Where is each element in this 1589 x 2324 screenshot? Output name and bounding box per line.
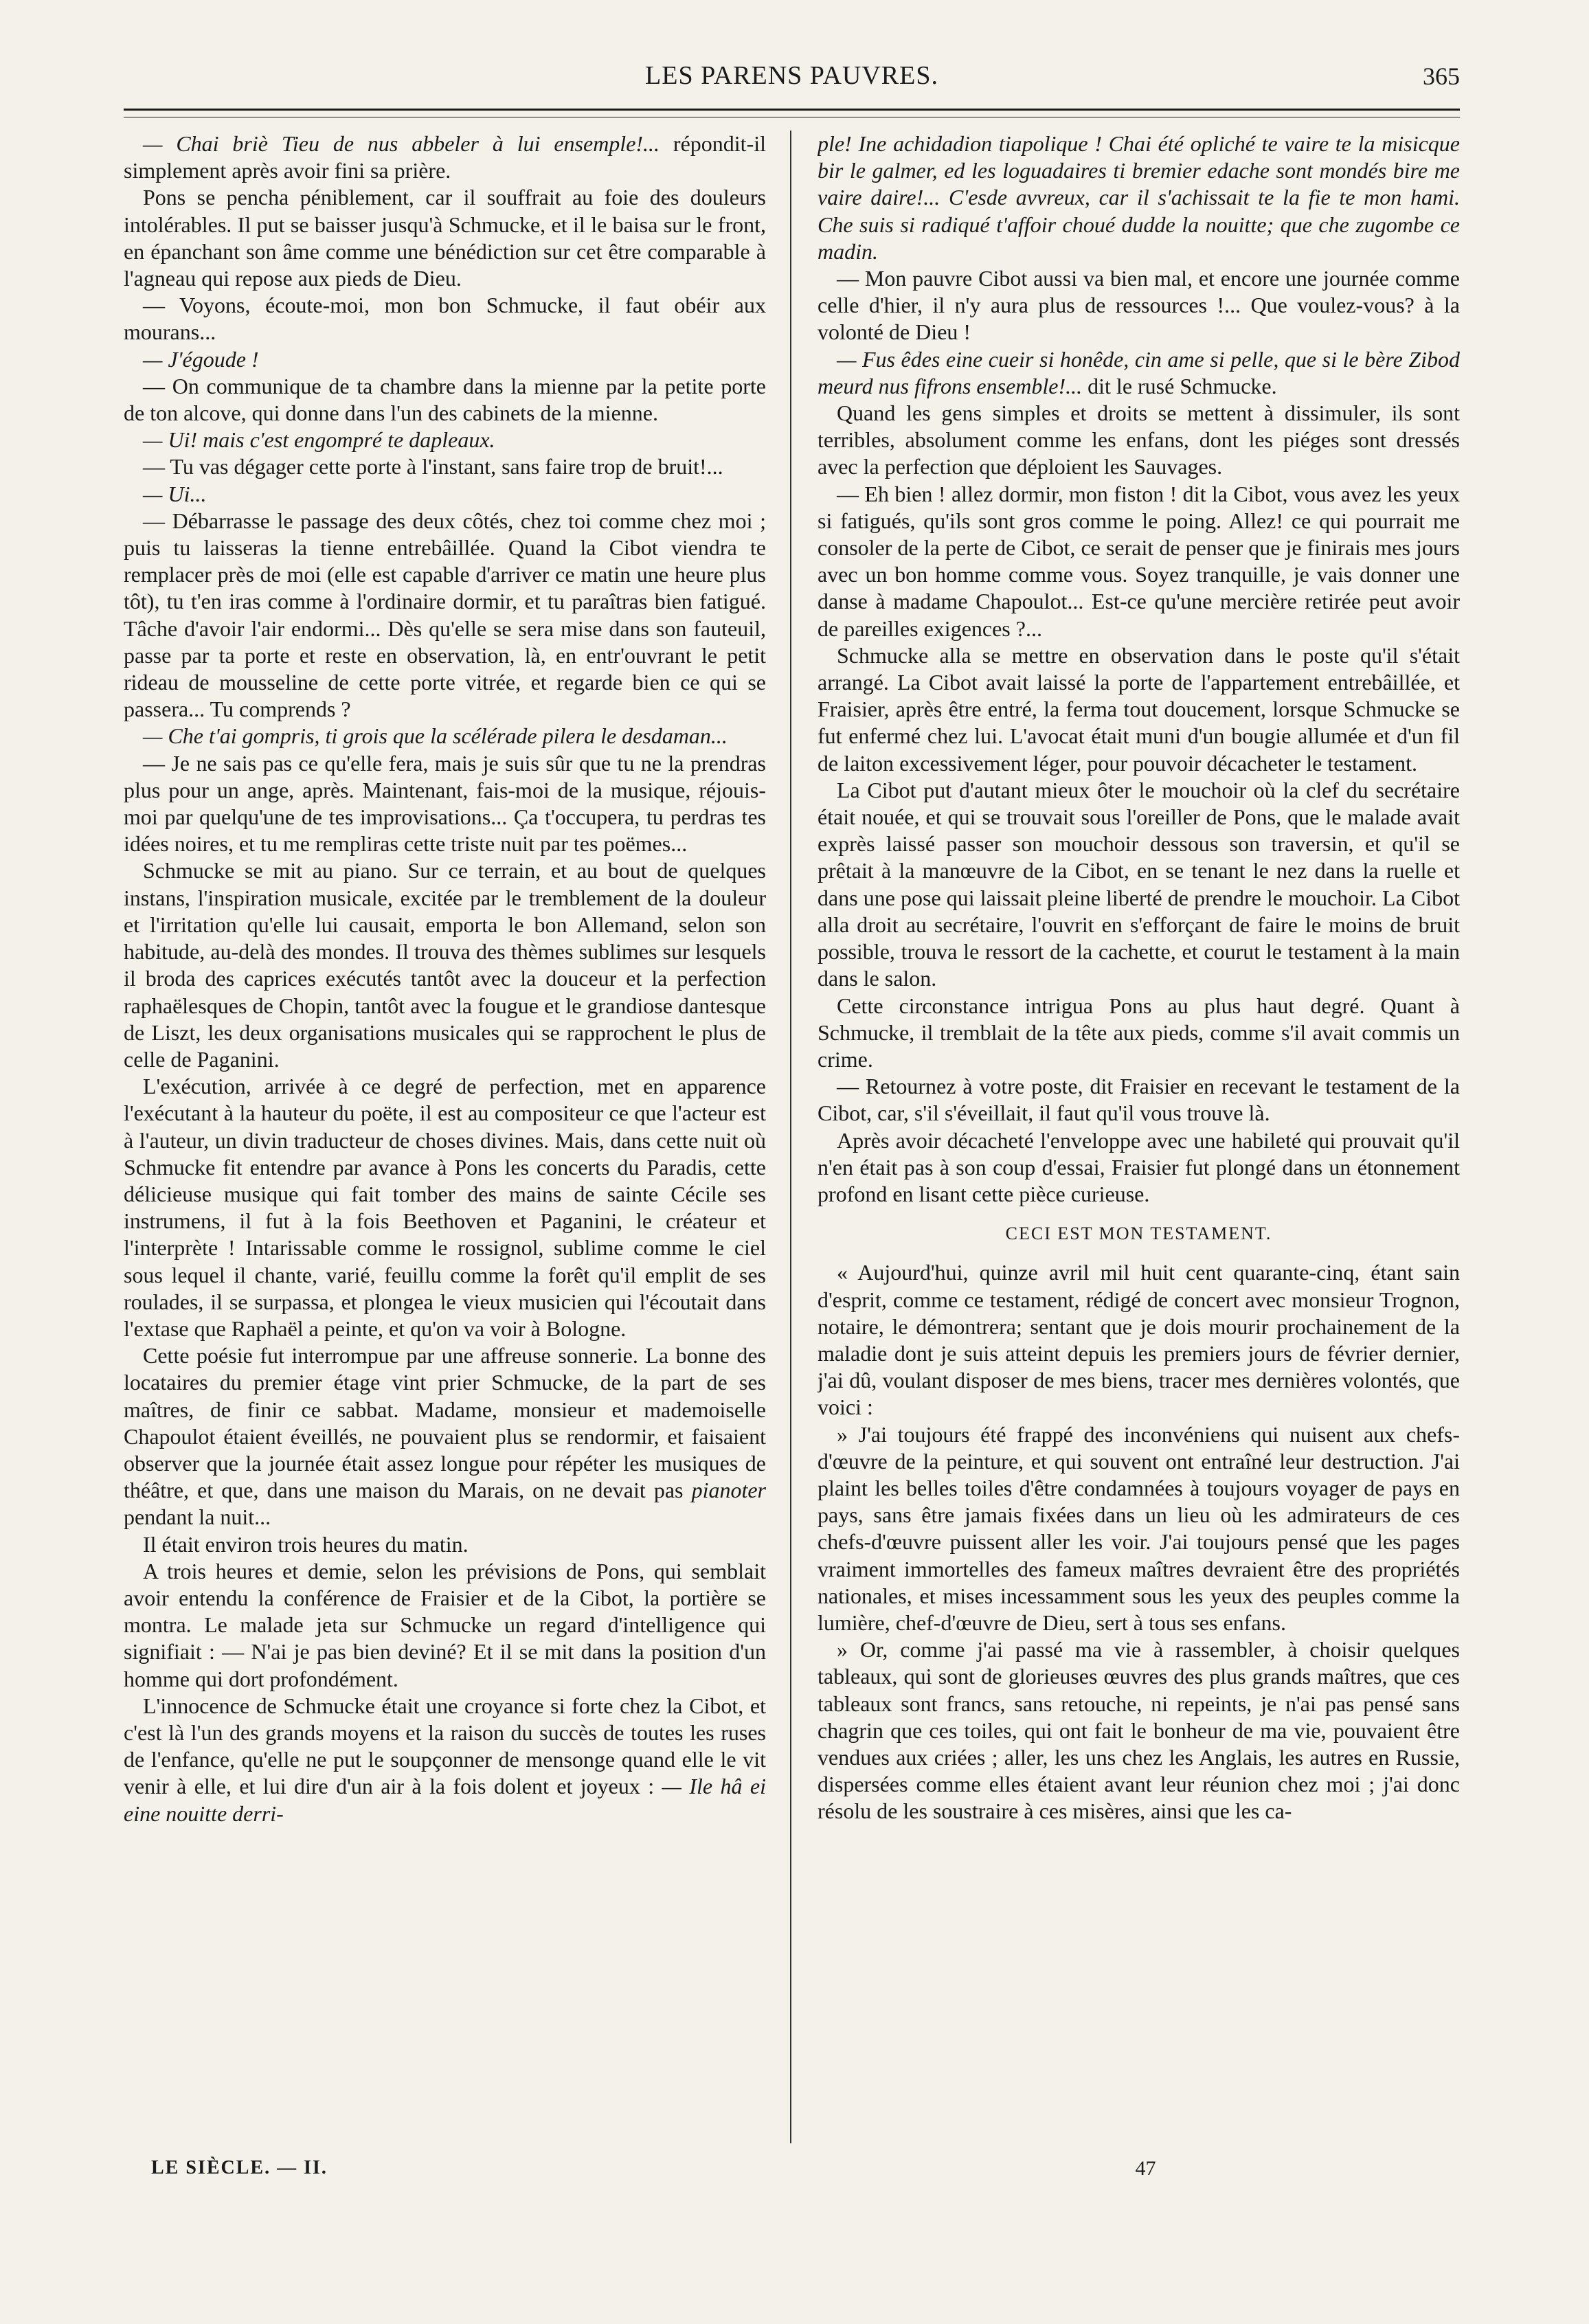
italic-dialogue: — Ile hâ ei eine nouitte derri- bbox=[124, 1774, 766, 1826]
paragraph-text: Cette poésie fut interrompue par une affreuse sonnerie. La bonne des locataires du premier étage vint prier Schmucke, de la part de ses maîtres, de finir ce sabbat. Madame, monsieur et mademoiselle Chapoulot étaient éveillés, ne pouvaient plus se rendormir, et faisaient observer que la journée était assez longue pour répéter les musiques de théâtre, et que, dans une maison du Marais, on ne devait pas bbox=[124, 1343, 766, 1503]
paragraph bbox=[818, 131, 1460, 265]
paragraph-text: Schmucke alla se mettre en observation dans le poste qu'il s'était arrangé. La Cibot avait laissé la porte de l'appartement entrebâillée, et Fraisier, après être entré, la ferma tout doucement, lorsque Schmucke se fut enfermé chez lui. L'avocat était muni d'un bougie allumée et d'un fil de laiton excessivement léger, pour pouvoir décacheter le testament. bbox=[818, 642, 1460, 776]
paragraph-text: L'innocence de Schmucke était une croyance si forte chez la Cibot, et c'est là l'un des grands moyens et la raison du succès de toutes les ruses de l'enfance, qu'elle ne put le soupçonner de mensonge quand elle le vit venir à elle, et lui dire d'un air à la fois dolent et joyeux : bbox=[124, 1693, 766, 1799]
paragraph bbox=[124, 131, 766, 184]
footer-signature: LE SIÈCLE. — II. bbox=[151, 2157, 328, 2178]
italic-dialogue: pianoter bbox=[691, 1478, 766, 1503]
left-column bbox=[124, 131, 766, 2143]
paragraph bbox=[124, 723, 766, 749]
paragraph-text: » J'ai toujours été frappé des inconvéniens qui nuisent aux chefs-d'œuvre de la peinture, et qui souvent ont entraîné leur destruction. J'ai plaint les belles toiles d'être condamnées à toujours voyager de pays en pays, sans être jamais fixées dans un lieu où les admirateurs de ces chefs-d'œuvre puissent aller les voir. J'ai toujours pensé que les pages vraiment immortelles des fameux maîtres devraient être des propriétés nationales, et mises incessamment sous les yeux des peuples comme la lumière, chef-d'œuvre de Dieu, sert à tous ses enfans. bbox=[818, 1421, 1460, 1635]
paragraph bbox=[124, 1531, 766, 1558]
paragraph bbox=[818, 642, 1460, 777]
paragraph bbox=[818, 1127, 1460, 1208]
paragraph-text: répondit-il simplement après avoir fini sa prière. bbox=[124, 131, 766, 183]
paragraph-text: — Retournez à votre poste, dit Fraisier en recevant le testament de la Cibot, car, s'il s'éveillait, il faut qu'il vous trouve là. bbox=[818, 1074, 1460, 1126]
paragraph bbox=[124, 292, 766, 346]
paragraph bbox=[124, 508, 766, 723]
paragraph bbox=[818, 1421, 1460, 1637]
newspaper-page bbox=[124, 48, 1460, 2267]
paragraph-text: — Mon pauvre Cibot aussi va bien mal, et encore une journée comme celle d'hier, il n'y aura plus de ressources !... Que voulez-vous? à la volonté de Dieu ! bbox=[818, 266, 1460, 345]
paragraph-text: — Je ne sais pas ce qu'elle fera, mais je suis sûr que tu ne la prendras plus pour un ange, après. Maintenant, fais-moi de la musique, réjouis-moi par quelqu'une de tes improvisations... Ça t'occupera, tu perdras tes idées noires, et tu me rempliras cette triste nuit par tes poëmes... bbox=[124, 750, 766, 857]
paragraph-text: » Or, comme j'ai passé ma vie à rassembler, à choisir quelques tableaux, qui sont de glorieuses œuvres des plus grands maîtres, que ces tableaux sont francs, sans retouche, ni repeints, je n'ai pas pensé sans chagrin que ces toiles, qui ont fait le bonheur de ma vie, pouvaient être vendues aux criées ; aller, les uns chez les Anglais, les autres en Russie, dispersées comme elles étaient avant leur réunion chez moi ; j'ai donc résolu de les soustraire à ces misères, ainsi que les ca- bbox=[818, 1637, 1460, 1824]
paragraph-text: — Débarrasse le passage des deux côtés, chez toi comme chez moi ; puis tu laisseras la tienne entrebâillée. Quand la Cibot viendra te remplacer près de moi (elle est capable d'arriver ce matin une heure plus tôt), tu t'en iras comme à l'ordinaire dormir, et tu paraîtras bien fatigué. Tâche d'avoir l'air endormi... Dès qu'elle se sera mise dans son fauteuil, passe par ta porte et reste en observation, là, en entr'ouvrant le petit rideau de mousseline de cette porte vitrée, et regarde bien ce qui se passera... Tu comprends ? bbox=[124, 508, 766, 722]
paragraph-text: Cette circonstance intrigua Pons au plus haut degré. Quant à Schmucke, il tremblait de la tête aux pieds, comme s'il avait commis un crime. bbox=[818, 993, 1460, 1072]
paragraph bbox=[124, 1073, 766, 1342]
italic-dialogue: — Ui... bbox=[143, 481, 207, 506]
section-heading: CECI EST MON TESTAMENT. bbox=[1005, 1223, 1272, 1244]
italic-dialogue: — Che t'ai gompris, ti grois que la scélérade pilera le desdaman... bbox=[143, 723, 728, 749]
paragraph bbox=[124, 453, 766, 480]
paragraph bbox=[124, 373, 766, 427]
paragraph bbox=[124, 1342, 766, 1531]
paragraph-text: « Aujourd'hui, quinze avril mil huit cent quarante-cinq, étant sain d'esprit, comme ce testament, rédigé de concert avec monsieur Trognon, notaire, le démontrera; sentant que je dois mourir prochainement de la maladie dont je suis atteint depuis les premiers jours de février dernier, j'ai dû, voulant disposer de mes biens, tracer mes dernières volontés, que voici : bbox=[818, 1260, 1460, 1420]
paragraph bbox=[818, 1636, 1460, 1825]
paragraph-text: pendant la nuit... bbox=[124, 1504, 271, 1530]
paragraph-text: Après avoir décacheté l'enveloppe avec une habileté qui prouvait qu'il n'en était pas à son coup d'essai, Fraisier fut plongé dans un étonnement profond en lisant cette pièce curieuse. bbox=[818, 1127, 1460, 1206]
paragraph bbox=[124, 1558, 766, 1693]
paragraph-text: A trois heures et demie, selon les prévisions de Pons, qui semblait avoir entendu la conférence de Fraisier et de la Cibot, la portière se montra. Le malade jeta sur Schmucke un regard d'intelligence qui signifiait : — N'ai je pas bien deviné? Et il se mit dans la position d'un homme qui dort profondément. bbox=[124, 1558, 766, 1691]
paragraph bbox=[818, 1259, 1460, 1421]
paragraph bbox=[818, 346, 1460, 400]
paragraph bbox=[818, 1073, 1460, 1127]
sheet-number: 47 bbox=[1135, 2157, 1156, 2180]
paragraph-text: L'exécution, arrivée à ce degré de perfection, met en apparence l'exécutant à la hauteur du poëte, il est au compositeur ce que l'acteur est à l'auteur, un divin traducteur de choses divines. Mais, dans cette nuit où Schmucke fit entendre par avance à Pons les concerts du Paradis, cette délicieuse musique qui fait tomber des mains de sainte Cécile ses instrumens, il fut à la fois Beethoven et Paganini, le créateur et l'interprète ! Intarissable comme le rossignol, sublime comme le ciel sous lequel il chante, varié, feuillu comme la forêt qu'il emplit de ses roulades, il se surpassa, et plongea le vieux musicien qui l'écoutait dans l'extase que Raphaël a peinte, et qu'on va voir à Bologne. bbox=[124, 1074, 766, 1341]
paragraph bbox=[818, 400, 1460, 481]
paragraph bbox=[124, 857, 766, 1073]
paragraph bbox=[124, 184, 766, 292]
header-rule bbox=[124, 109, 1460, 111]
italic-dialogue: — J'égoude ! bbox=[143, 346, 259, 372]
paragraph bbox=[124, 427, 766, 453]
running-title: LES PARENS PAUVRES. bbox=[645, 61, 938, 90]
paragraph-text: dit le rusé Schmucke. bbox=[1082, 373, 1277, 398]
paragraph bbox=[124, 481, 766, 508]
paragraph bbox=[124, 750, 766, 858]
paragraph bbox=[818, 993, 1460, 1074]
italic-dialogue: — Fus êdes eine cueir si honêde, cin ame si pelle, que si le bère Zibod meurd nus fifrons ensemble!... bbox=[818, 346, 1460, 398]
page-header bbox=[124, 48, 1460, 103]
page-number: 365 bbox=[1423, 63, 1460, 90]
paragraph-text: La Cibot put d'autant mieux ôter le mouchoir où la clef du secrétaire était nouée, et qui se trouvait sous l'oreiller de Pons, que le malade avait exprès laissé passer son mouchoir dessous son traversin, et qu'il se prêtait à la manœuvre de la Cibot, en se tenant le nez dans la ruelle et dans une pose qui laissait pleine liberté de prendre le mouchoir. La Cibot alla droit au secrétaire, l'ouvrit en s'efforçant de faire le moins de bruit possible, trouva le ressort de la cachette, et courut le testament à la main dans le salon. bbox=[818, 777, 1460, 991]
paragraph-text: Quand les gens simples et droits se mettent à dissimuler, ils sont terribles, absolument comme les enfans, dont les piéges sont dressés avec la perfection que déploient les Sauvages. bbox=[818, 401, 1460, 480]
paragraph bbox=[818, 265, 1460, 346]
paragraph-text: Schmucke se mit au piano. Sur ce terrain, et au bout de quelques instans, l'inspiration musicale, excitée par le tremblement de la douleur et l'irritation qu'elle lui causait, emporta le bon Allemand, selon son habitude, au-delà des mondes. Il trouva des thèmes sublimes sur lesquels il broda des caprices exécutés tantôt avec la douceur et la perfection raphaëlesques de Chopin, tantôt avec la fougue et le grandiose dantesque de Liszt, les deux organisations musicales qui se rapprochent le plus de celle de Paganini. bbox=[124, 858, 766, 1072]
paragraph bbox=[124, 1693, 766, 1827]
paragraph-text: — Voyons, écoute-moi, mon bon Schmucke, il faut obéir aux mourans... bbox=[124, 293, 766, 345]
paragraph bbox=[818, 777, 1460, 993]
right-column bbox=[818, 131, 1460, 2143]
paragraph bbox=[818, 481, 1460, 642]
paragraph bbox=[124, 346, 766, 373]
paragraph-text: Pons se pencha péniblement, car il souffrait au foie des douleurs intolérables. Il put se baisser jusqu'à Schmucke, et il le baisa sur le front, en épanchant son âme comme une bénédiction sur cet être comparable à l'agneau qui repose aux pieds de Dieu. bbox=[124, 185, 766, 291]
paragraph-text: — Tu vas dégager cette porte à l'instant, sans faire trop de bruit!... bbox=[143, 454, 723, 480]
italic-dialogue: — Ui! mais c'est engompré te dapleaux. bbox=[143, 427, 495, 453]
paragraph-text: — On communique de ta chambre dans la mienne par la petite porte de ton alcove, qui donne dans l'un des cabinets de la mienne. bbox=[124, 373, 766, 426]
page-footer bbox=[124, 2157, 1460, 2191]
paragraph-text: — Eh bien ! allez dormir, mon fiston ! dit la Cibot, vous avez les yeux si fatigués, qu'ils sont gros comme le poing. Allez! ce qui pourrait me consoler de la perte de Cibot, ce serait de penser que je finirais mes jours avec un bon homme comme vous. Soyez tranquille, je vais donner une danse à madame Chapoulot... Est-ce qu'une mercière retirée peut avoir de pareilles exigences ?... bbox=[818, 481, 1460, 641]
italic-dialogue: — Chai briè Tieu de nus abbeler à lui ensemple!... bbox=[143, 131, 660, 156]
column-divider bbox=[790, 131, 791, 2143]
italic-dialogue: ple! Ine achidadion tiapolique ! Chai été opliché te vaire te la misicque bir le galmer, ed les loguadaires ti bremier edache sont mondés bire me vaire daire!... C'esde avvreux, car il s'achissait te la fie te mon hami. Che suis si radiqué t'affoir choué dudde la nouitte; que che zugombe ce madin. bbox=[818, 131, 1460, 264]
paragraph-text: Il était environ trois heures du matin. bbox=[143, 1531, 469, 1557]
